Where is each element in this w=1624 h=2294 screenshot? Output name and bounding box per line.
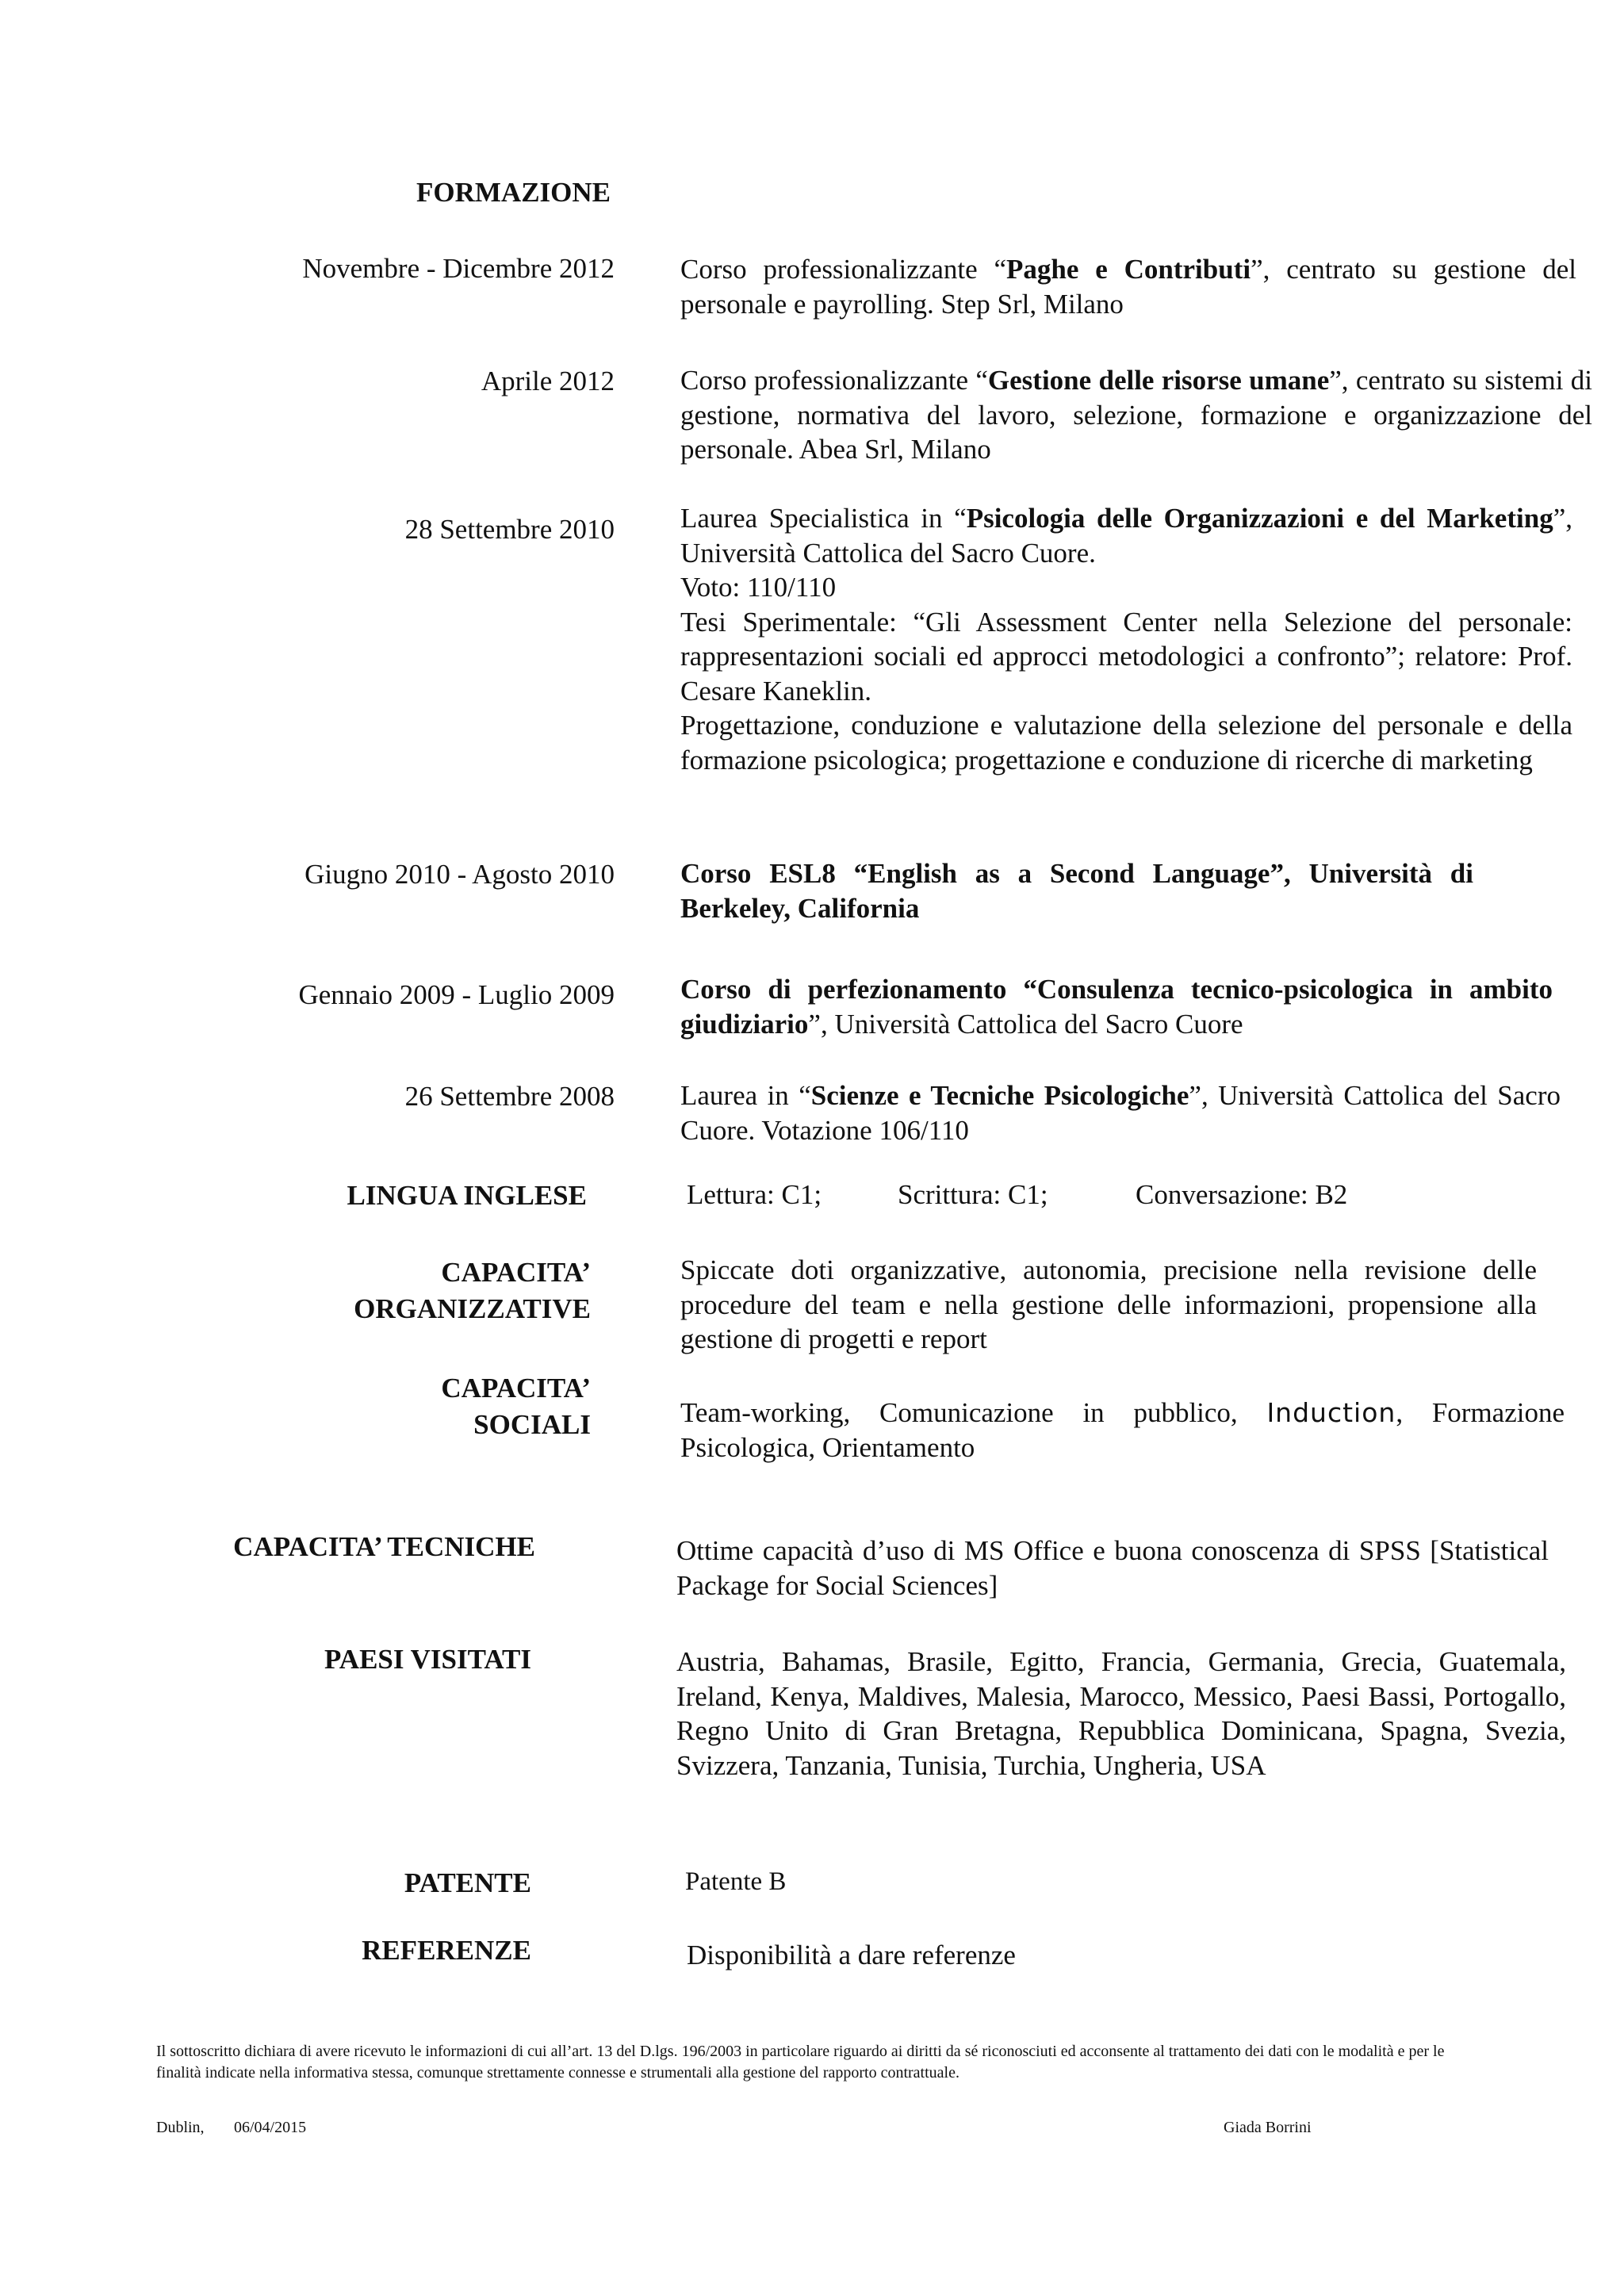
section-heading-organizzative: CAPACITA’ ORGANIZZATIVE — [354, 1257, 591, 1324]
course-title: Paghe e Contributi — [1006, 254, 1251, 285]
section-heading-paesi: PAESI VISITATI — [324, 1644, 531, 1675]
entry-date: 26 Settembre 2008 — [404, 1081, 615, 1112]
degree-title: Psicologia delle Organizzazioni e del Marketing — [966, 503, 1553, 534]
entry-text — [680, 856, 1473, 925]
conversation-level: Conversazione: B2 — [1136, 1179, 1348, 1210]
entry-text: Laurea in “Scienze e Tecniche Psicologiche”, Università Cattolica del Sacro Cuore. Votazione 106/110 — [680, 1080, 1561, 1146]
visited-countries-text: Austria, Bahamas, Brasile, Egitto, Francia, Germania, Grecia, Guatemala, Ireland, Kenya, Maldives, Malesia, Marocco, Messico, Paesi Bassi, Portogallo, Regno Unito di Gran Bretagna, Repubblica Dominicana, Spagna, Svezia, Svizzera, Tanzania, Tunisia, Turchia, Ungheria, USA — [676, 1646, 1566, 1781]
grade: Voto: 110/110 — [680, 572, 837, 603]
entry-text: Corso di perfezionamento “Consulenza tecnico-psicologica in ambito giudiziario”, Università Cattolica del Sacro Cuore — [680, 974, 1553, 1040]
degree-title: Scienze e Tecniche Psicologiche — [810, 1080, 1189, 1111]
course-title: Corso ESL8 “English as a Second Language”, Università di Berkeley, California — [680, 858, 1473, 924]
organizational-skills-text: Spiccate doti organizzative, autonomia, precisione nella revisione delle procedure del team e nella gestione delle informazioni, propensione alla gestione di progetti e report — [680, 1254, 1537, 1354]
section-heading-patente: PATENTE — [404, 1867, 531, 1898]
signature-date: 06/04/2015 — [234, 2119, 307, 2136]
entry-date: Novembre - Dicembre 2012 — [302, 253, 615, 284]
section-heading-tecniche: CAPACITA’ TECNICHE — [233, 1531, 535, 1562]
entry-date: Aprile 2012 — [481, 366, 615, 396]
entry-date: 28 Settembre 2010 — [404, 514, 615, 545]
technical-skills-text: Ottime capacità d’uso di MS Office e buona conoscenza di SPSS [Statistical Package for Social Sciences] — [676, 1535, 1549, 1601]
language-levels — [687, 1178, 1347, 1212]
privacy-statement: Il sottoscritto dichiara di avere ricevuto le informazioni di cui all’art. 13 del D.lgs. 196/2003 in particolare riguardo ai diritti da sé riconosciuti ed acconsente al trattamento dei dati con le modalità e per le finalità indicate nella informativa stessa, comunque strettamente connesse e strumentali alla gestione del rapporto contrattuale. — [156, 2043, 1445, 2081]
entry-date: Gennaio 2009 - Luglio 2009 — [298, 979, 615, 1010]
section-heading-formazione: FORMAZIONE — [416, 177, 611, 208]
entry-text: Corso professionalizzante “Paghe e Contributi”, centrato su gestione del personale e payrolling. Step Srl, Milano — [680, 254, 1576, 320]
writing-level: Scrittura: C1; — [898, 1179, 1048, 1210]
thesis: Tesi Sperimentale: “Gli Assessment Center nella Selezione del personale: rappresentazioni sociali ed approcci metodologici a confronto”; relatore: Prof. Cesare Kaneklin. — [680, 606, 1572, 707]
section-heading-referenze: REFERENZE — [362, 1935, 531, 1966]
entry-text: Corso professionalizzante “Gestione delle risorse umane”, centrato su sistemi di gestione, normativa del lavoro, selezione, formazione e organizzazione del personale. Abea Srl, Milano — [680, 365, 1592, 465]
course-title: Corso di perfezionamento “Consulenza tecnico-psicologica in ambito giudiziario — [680, 974, 1553, 1040]
course-title: Gestione delle risorse umane — [987, 365, 1330, 396]
section-heading-lingua: LINGUA INGLESE — [347, 1180, 587, 1211]
section-heading-sociali: CAPACITA’ SOCIALI — [441, 1373, 591, 1440]
reading-level: Lettura: C1; — [687, 1179, 822, 1210]
signature-name: Giada Borrini — [1224, 2119, 1312, 2136]
signature-place: Dublin, — [156, 2119, 205, 2136]
entry-text: Laurea Specialistica in “Psicologia delle Organizzazioni e del Marketing”, Università Cattolica del Sacro Cuore. Voto: 110/110 Tesi Sperimentale: “Gli Assessment Center nella Selezione del personale: rappresentazioni sociali ed approcci metodologici a confronto”; relatore: Prof. Cesare Kaneklin. Progettazione, conduzione e valutazione della selezione del personale e della formazione psicologica; progettazione e conduzione di ricerche di marketing — [680, 501, 1572, 777]
references-text: Disponibilità a dare referenze — [687, 1940, 1016, 1970]
entry-date: Giugno 2010 - Agosto 2010 — [304, 859, 615, 890]
degree-description: Progettazione, conduzione e valutazione della selezione del personale e della formazione psicologica; progettazione e conduzione di ricerche di marketing — [680, 710, 1572, 776]
social-skills-text: Team-working, Comunicazione in pubblico, Induction, Formazione Psicologica, Orientamento — [680, 1397, 1565, 1463]
driving-licence-text: Patente B — [685, 1867, 787, 1896]
